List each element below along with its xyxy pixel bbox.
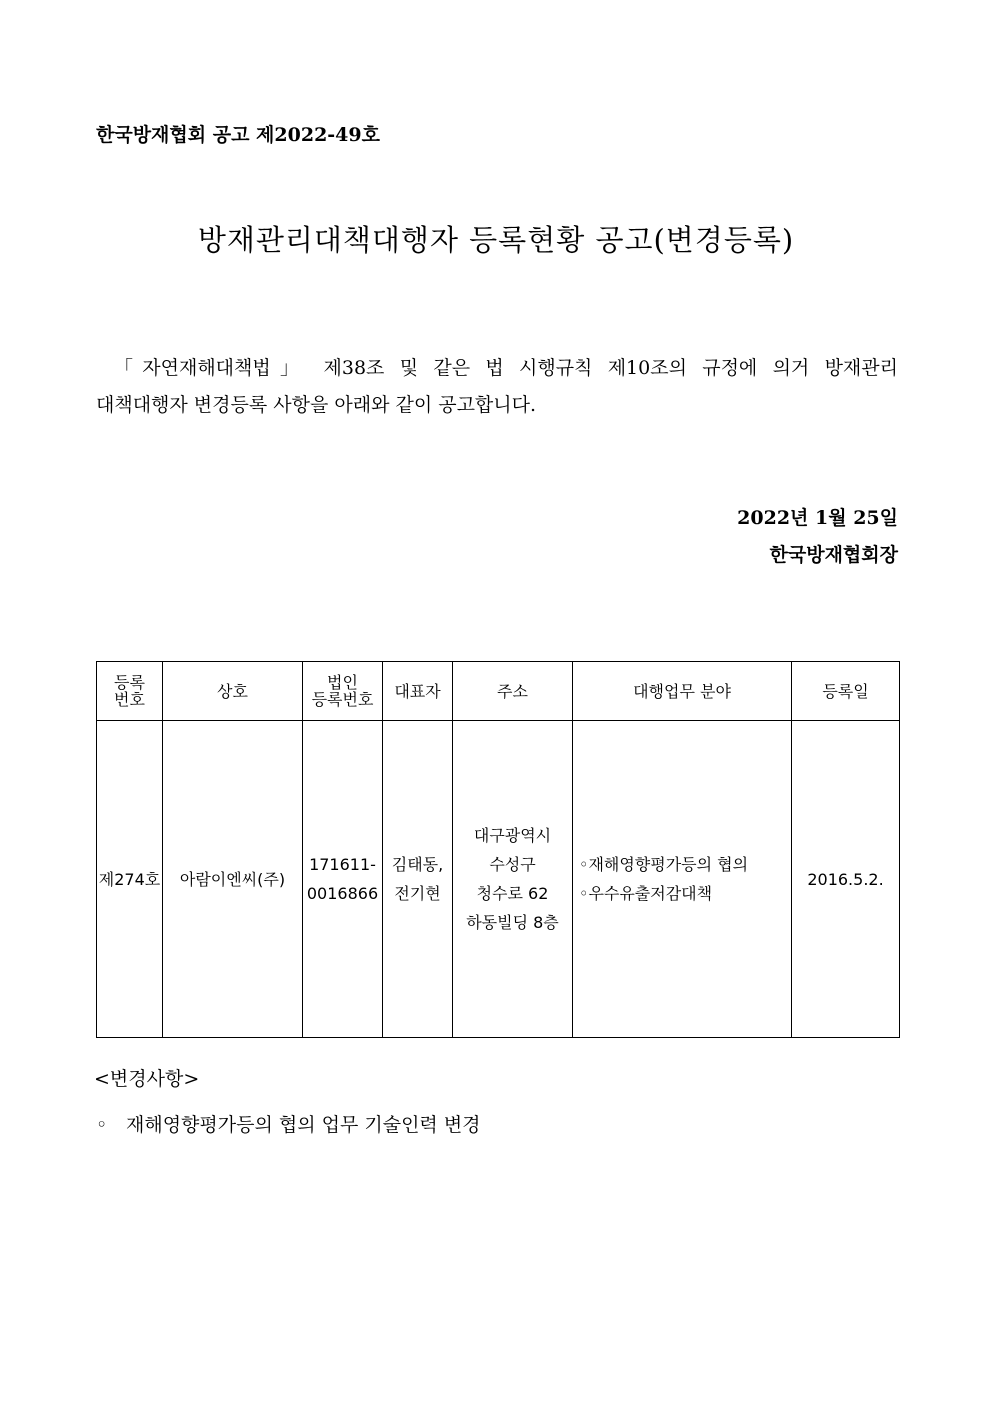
- document-title: 방재관리대책대행자 등록현황 공고(변경등록): [197, 223, 795, 257]
- registration-table: [96, 661, 900, 1038]
- header-reg-no: 등록 번호: [97, 662, 163, 721]
- cell-representative: 김태동, 전기현: [383, 721, 453, 1038]
- cell-corp-no: 171611- 0016866: [303, 721, 383, 1038]
- change-item: [96, 1110, 481, 1137]
- change-item-text: 재해영향평가등의 협의 업무 기술인력 변경: [126, 1114, 481, 1136]
- issue-date: 2022년 1월 25일: [737, 507, 898, 529]
- header-company: 상호: [163, 662, 303, 721]
- notice-body-line-1: 「자연재해대책법」 제38조 및 같은 법 시행규칙 제10조의 규정에 의거 방재관리: [114, 357, 898, 379]
- bullet-icon: ◦: [96, 1114, 108, 1136]
- header-reg-date: 등록일: [792, 662, 900, 721]
- table-row: [97, 721, 900, 1038]
- issuer-name: 한국방재협회장: [769, 544, 898, 566]
- changes-title: <변경사항>: [94, 1068, 200, 1090]
- header-work-field: 대행업무 분야: [573, 662, 792, 721]
- cell-reg-no: 제274호: [97, 721, 163, 1038]
- notice-body: [96, 350, 898, 424]
- header-representative: 대표자: [383, 662, 453, 721]
- cell-company: 아람이엔씨(주): [163, 721, 303, 1038]
- cell-reg-date: 2016.5.2.: [792, 721, 900, 1038]
- cell-address: 대구광역시 수성구 청수로 62 하동빌딩 8층: [453, 721, 573, 1038]
- cell-work-field: ◦재해영향평가등의 협의 ◦우수유출저감대책: [573, 721, 792, 1038]
- notice-number: 한국방재협회 공고 제2022-49호: [96, 124, 380, 146]
- notice-body-line-2: 대책대행자 변경등록 사항을 아래와 같이 공고합니다.: [96, 394, 537, 416]
- header-address: 주소: [453, 662, 573, 721]
- header-corp-no: 법인 등록번호: [303, 662, 383, 721]
- table-header-row: [97, 662, 900, 721]
